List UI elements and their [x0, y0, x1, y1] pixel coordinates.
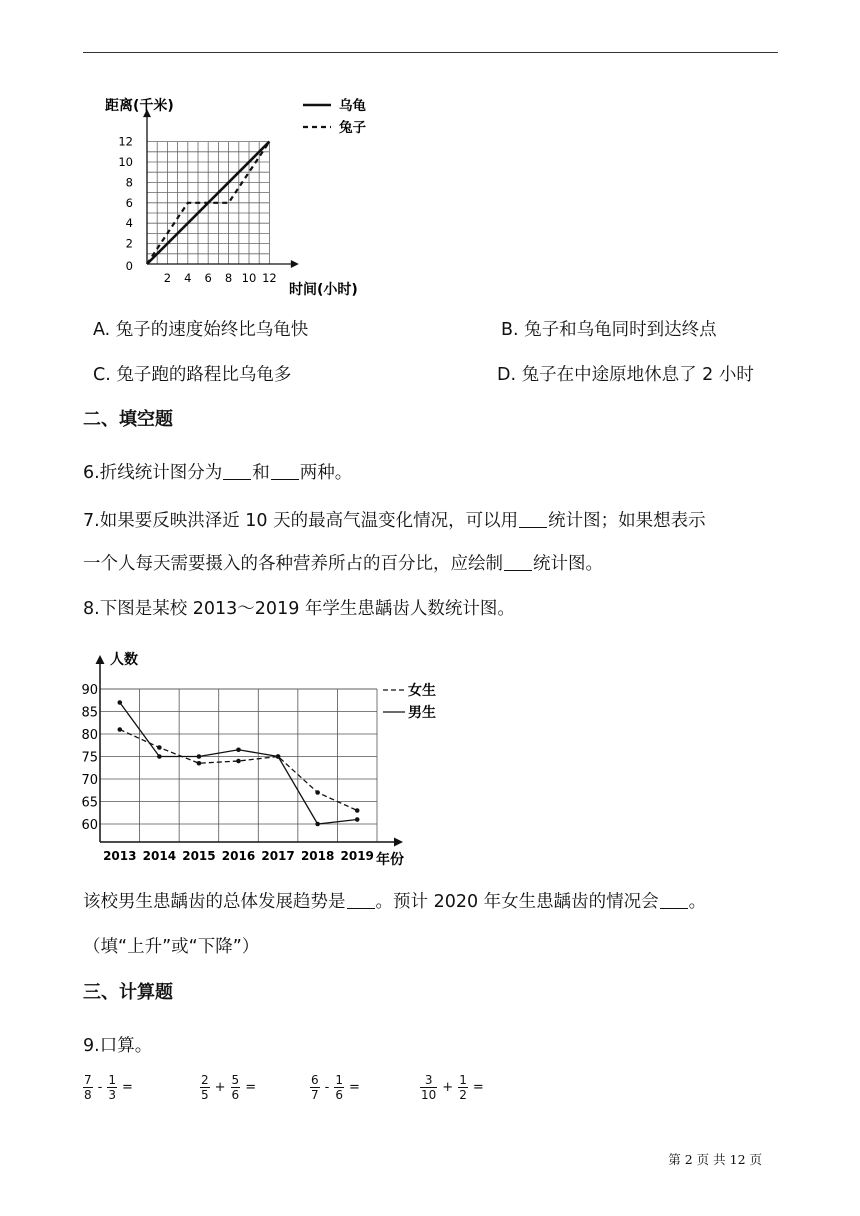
answer-blank — [660, 890, 688, 909]
question-6 — [83, 461, 352, 485]
x-tick-label: 12 — [262, 271, 277, 285]
numerator: 3 — [420, 1073, 437, 1088]
option-c: C. 兔子跑的路程比乌龟多 — [93, 365, 292, 385]
question-8-intro: 8.下图是某校 2013～2019 年学生患龋齿人数统计图。 — [83, 599, 515, 619]
data-point — [236, 759, 241, 764]
y-tick-label: 4 — [125, 216, 133, 231]
numerator: 1 — [335, 1073, 343, 1087]
fraction-b — [334, 1073, 344, 1102]
x-axis-label: 时间(小时) — [289, 282, 358, 298]
y-tick-label: 80 — [81, 728, 98, 743]
operator: - — [324, 1080, 330, 1095]
x-tick-label: 2 — [163, 271, 172, 285]
q8-text-3: 。 — [688, 892, 707, 912]
header-rule — [83, 52, 778, 53]
q6-text-1: 6.折线统计图分为 — [83, 463, 223, 483]
origin-label: 0 — [125, 259, 133, 273]
answer-blank — [271, 461, 299, 480]
equals-sign: = — [348, 1080, 360, 1095]
denominator: 7 — [311, 1088, 319, 1102]
option-d: D. 兔子在中途原地休息了 2 小时 — [497, 365, 754, 385]
x-tick-label: 2015 — [182, 849, 216, 863]
fraction-a — [310, 1073, 320, 1102]
denominator: 3 — [108, 1088, 116, 1102]
numerator: 7 — [84, 1073, 92, 1087]
data-point — [117, 727, 122, 732]
data-point — [117, 700, 122, 705]
q7-text-1: 7.如果要反映洪泽近 10 天的最高气温变化情况，可以用 — [83, 511, 519, 531]
numerator: 5 — [231, 1073, 240, 1087]
denominator: 2 — [459, 1088, 467, 1102]
data-point — [236, 747, 241, 752]
q7-text-2: 统计图；如果想表示 — [548, 511, 706, 531]
legend-label: 男生 — [408, 705, 436, 721]
x-tick-label: 4 — [184, 271, 192, 285]
y-axis-label: 人数 — [110, 652, 138, 668]
y-axis-arrow — [96, 655, 105, 664]
x-tick-label: 6 — [204, 271, 212, 285]
question-7-line-2 — [83, 552, 603, 576]
expression-3 — [310, 1073, 365, 1102]
series-line-1 — [120, 730, 357, 811]
x-axis-arrow — [291, 260, 299, 268]
x-axis-arrow — [394, 838, 403, 847]
data-point — [157, 745, 162, 750]
q7-text-3: 一个人每天需要摄入的各种营养所占的百分比，应绘制 — [83, 554, 503, 574]
data-point — [197, 754, 202, 759]
data-point — [355, 808, 360, 813]
x-tick-label: 2018 — [300, 849, 335, 863]
q6-text-3: 两种。 — [299, 463, 353, 483]
x-tick-label: 2017 — [261, 849, 295, 863]
y-tick-label: 12 — [118, 134, 133, 149]
legend-label: 女生 — [408, 683, 436, 699]
fraction-a — [420, 1073, 437, 1102]
fraction-b — [107, 1073, 117, 1102]
legend-label: 乌龟 — [339, 98, 366, 114]
question-7-line-1 — [83, 509, 706, 533]
y-axis-label: 距离(千米) — [105, 98, 174, 114]
y-tick-label: 2 — [125, 236, 133, 251]
numerator: 1 — [459, 1073, 467, 1087]
expression-2 — [200, 1073, 261, 1102]
denominator: 8 — [84, 1088, 92, 1102]
page-footer: 第 2 页 共 12 页 — [668, 1152, 762, 1167]
expression-1 — [83, 1073, 138, 1102]
data-point — [315, 822, 320, 827]
y-tick-label: 8 — [125, 175, 133, 190]
numerator: 6 — [311, 1073, 319, 1087]
fraction-a — [83, 1073, 93, 1102]
y-tick-label: 65 — [81, 795, 98, 811]
denominator: 6 — [335, 1088, 343, 1102]
q7-text-4: 统计图。 — [533, 554, 603, 574]
denominator: 6 — [231, 1088, 240, 1102]
y-tick-label: 6 — [125, 195, 133, 210]
numerator: 1 — [108, 1073, 116, 1087]
data-point — [315, 790, 320, 795]
cavity-count-chart — [80, 645, 436, 875]
q6-text-2: 和 — [252, 463, 270, 483]
x-tick-label: 2013 — [103, 849, 137, 863]
y-tick-label: 75 — [81, 750, 98, 766]
question-8-text — [83, 890, 706, 914]
y-tick-label: 85 — [81, 705, 98, 721]
section-title-fill-blank: 二、填空题 — [83, 409, 173, 430]
x-tick-label: 2014 — [142, 849, 177, 863]
legend-label: 兔子 — [339, 120, 366, 136]
answer-blank — [223, 461, 251, 480]
operator: + — [214, 1080, 226, 1095]
answer-blank — [519, 509, 547, 528]
fraction-a — [200, 1073, 210, 1102]
fraction-b — [458, 1073, 468, 1102]
y-tick-label: 70 — [81, 773, 98, 788]
denominator: 5 — [201, 1088, 209, 1102]
x-tick-label: 10 — [241, 271, 257, 285]
option-a: A. 兔子的速度始终比乌龟快 — [93, 320, 309, 340]
y-tick-label: 60 — [81, 818, 98, 833]
data-point — [157, 754, 162, 759]
x-tick-label: 2019 — [340, 849, 374, 863]
question-8-note: （填“上升”或“下降”） — [83, 937, 260, 957]
equals-sign: = — [245, 1080, 257, 1095]
operator: + — [442, 1080, 454, 1095]
question-9-title: 9.口算。 — [83, 1036, 153, 1056]
equals-sign: = — [472, 1080, 484, 1095]
data-point — [197, 761, 202, 766]
x-axis-label: 年份 — [376, 852, 404, 868]
numerator: 2 — [201, 1073, 209, 1087]
q8-text-2: 。预计 2020 年女生患龋齿的情况会 — [375, 892, 659, 912]
answer-blank — [504, 552, 532, 571]
tortoise-hare-chart — [95, 92, 395, 302]
y-tick-label: 10 — [118, 155, 133, 169]
expression-4 — [420, 1073, 489, 1102]
x-tick-label: 2016 — [221, 849, 256, 863]
answer-blank — [347, 890, 375, 909]
x-tick-label: 8 — [224, 271, 233, 285]
data-point — [355, 817, 360, 822]
denominator: 10 — [421, 1088, 437, 1102]
q8-text-1: 该校男生患龋齿的总体发展趋势是 — [83, 892, 346, 912]
operator: - — [97, 1080, 103, 1095]
option-b: B. 兔子和乌龟同时到达终点 — [501, 320, 717, 340]
fraction-b — [231, 1073, 241, 1102]
section-title-calculation: 三、计算题 — [83, 982, 173, 1003]
y-tick-label: 90 — [81, 683, 98, 698]
data-point — [276, 754, 281, 759]
equals-sign: = — [121, 1080, 133, 1095]
